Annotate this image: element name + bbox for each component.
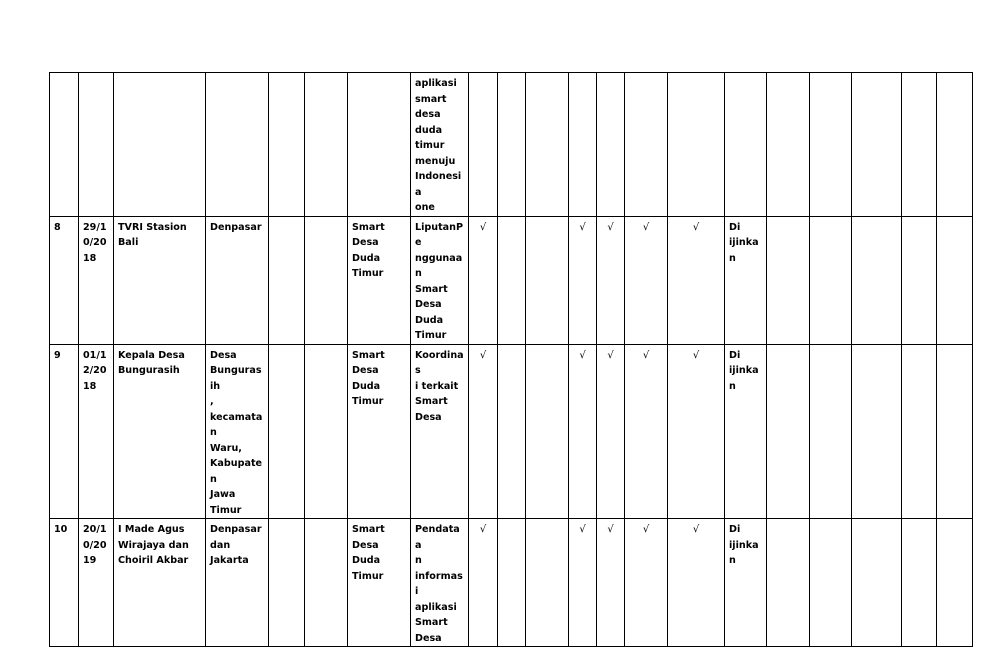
row-empty-cell bbox=[810, 519, 852, 647]
row-status: Di ijinkan bbox=[725, 519, 767, 647]
row-date: 20/1 0/20 19 bbox=[79, 519, 114, 647]
row-location: Desa Bungurasih , kecamatan Waru, Kabupaten Jawa Timur bbox=[206, 344, 269, 519]
row-check-3 bbox=[526, 519, 569, 647]
row-name: Kepala Desa Bungurasih bbox=[114, 344, 206, 519]
row-number: 8 bbox=[50, 216, 79, 344]
row-status: Di ijinkan bbox=[725, 216, 767, 344]
row-check-3 bbox=[526, 344, 569, 519]
row-topic: Smart Desa Duda Timur bbox=[348, 344, 411, 519]
row-number bbox=[50, 73, 79, 217]
row-empty-cell bbox=[937, 344, 973, 519]
row-check-1: √ bbox=[469, 344, 498, 519]
row-col6 bbox=[305, 344, 348, 519]
row-empty-cell bbox=[852, 344, 902, 519]
row-check-6: √ bbox=[625, 344, 668, 519]
row-empty-cell bbox=[810, 344, 852, 519]
table-row bbox=[50, 344, 973, 519]
row-check-5: √ bbox=[597, 519, 625, 647]
row-col6 bbox=[305, 73, 348, 217]
row-status bbox=[725, 73, 767, 217]
row-location bbox=[206, 73, 269, 217]
row-empty-cell bbox=[902, 73, 937, 217]
row-check-2 bbox=[498, 73, 526, 217]
row-check-5 bbox=[597, 73, 625, 217]
row-col5 bbox=[269, 73, 305, 217]
row-col6 bbox=[305, 216, 348, 344]
row-number: 9 bbox=[50, 344, 79, 519]
row-location: Denpasar bbox=[206, 216, 269, 344]
row-empty-cell bbox=[852, 519, 902, 647]
row-check-6: √ bbox=[625, 216, 668, 344]
row-empty-cell bbox=[902, 519, 937, 647]
row-empty-cell bbox=[767, 73, 810, 217]
row-check-1: √ bbox=[469, 216, 498, 344]
row-check-2 bbox=[498, 344, 526, 519]
row-check-4: √ bbox=[569, 519, 597, 647]
row-empty-cell bbox=[902, 216, 937, 344]
row-check-4: √ bbox=[569, 216, 597, 344]
row-check-7: √ bbox=[668, 519, 725, 647]
row-date: 01/1 2/20 18 bbox=[79, 344, 114, 519]
row-check-1 bbox=[469, 73, 498, 217]
row-check-6: √ bbox=[625, 519, 668, 647]
row-status: Di ijinkan bbox=[725, 344, 767, 519]
row-empty-cell bbox=[810, 216, 852, 344]
row-col5 bbox=[269, 344, 305, 519]
row-empty-cell bbox=[852, 73, 902, 217]
row-empty-cell bbox=[937, 519, 973, 647]
row-check-7: √ bbox=[668, 344, 725, 519]
row-check-5: √ bbox=[597, 344, 625, 519]
row-check-1: √ bbox=[469, 519, 498, 647]
table-row bbox=[50, 216, 973, 344]
row-empty-cell bbox=[902, 344, 937, 519]
row-name: TVRI Stasion Bali bbox=[114, 216, 206, 344]
row-check-4 bbox=[569, 73, 597, 217]
row-check-7: √ bbox=[668, 216, 725, 344]
row-col5 bbox=[269, 216, 305, 344]
row-check-7 bbox=[668, 73, 725, 217]
row-check-5: √ bbox=[597, 216, 625, 344]
row-date: 29/1 0/20 18 bbox=[79, 216, 114, 344]
row-empty-cell bbox=[852, 216, 902, 344]
row-check-3 bbox=[526, 216, 569, 344]
row-check-3 bbox=[526, 73, 569, 217]
row-empty-cell bbox=[767, 216, 810, 344]
row-empty-cell bbox=[937, 216, 973, 344]
row-purpose: Koordinas i terkait Smart Desa bbox=[411, 344, 469, 519]
row-empty-cell bbox=[810, 73, 852, 217]
table-row bbox=[50, 519, 973, 647]
row-purpose: Pendataa n informasi aplikasi Smart Desa bbox=[411, 519, 469, 647]
row-location: Denpasar dan Jakarta bbox=[206, 519, 269, 647]
row-date bbox=[79, 73, 114, 217]
row-number: 10 bbox=[50, 519, 79, 647]
row-check-2 bbox=[498, 216, 526, 344]
row-col6 bbox=[305, 519, 348, 647]
permit-table bbox=[49, 72, 973, 647]
row-empty-cell bbox=[937, 73, 973, 217]
row-topic: Smart Desa Duda Timur bbox=[348, 519, 411, 647]
row-check-4: √ bbox=[569, 344, 597, 519]
row-purpose: aplikasi smart desa duda timur menuju Indonesia one bbox=[411, 73, 469, 217]
table-row bbox=[50, 73, 973, 217]
row-name bbox=[114, 73, 206, 217]
row-check-2 bbox=[498, 519, 526, 647]
row-empty-cell bbox=[767, 344, 810, 519]
row-empty-cell bbox=[767, 519, 810, 647]
row-topic: Smart Desa Duda Timur bbox=[348, 216, 411, 344]
row-purpose: LiputanPe nggunaan Smart Desa Duda Timur bbox=[411, 216, 469, 344]
row-check-6 bbox=[625, 73, 668, 217]
row-name: I Made Agus Wirajaya dan Choiril Akbar bbox=[114, 519, 206, 647]
row-topic bbox=[348, 73, 411, 217]
row-col5 bbox=[269, 519, 305, 647]
